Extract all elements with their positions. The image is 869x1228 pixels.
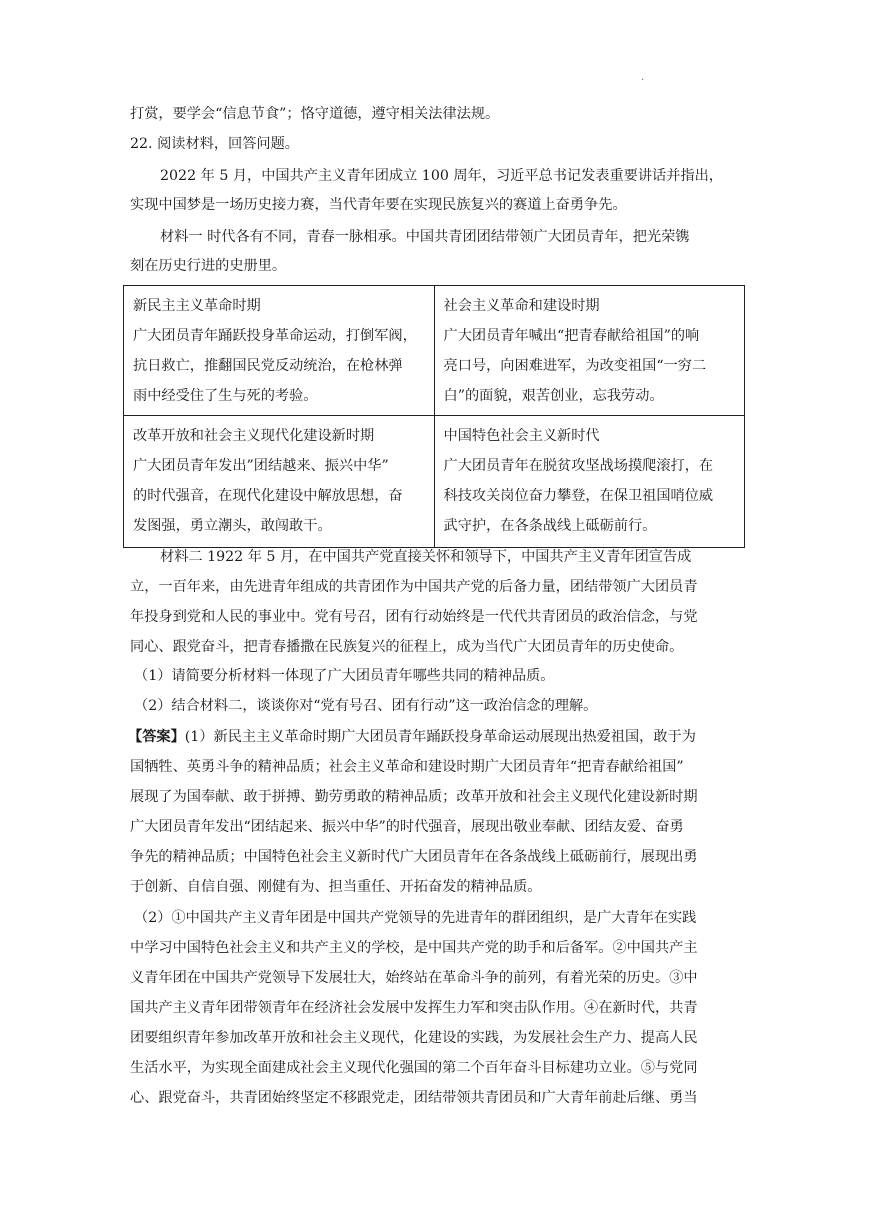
cell-text: 亮口号，向困难进军，为改变祖国“一穷二	[443, 358, 707, 374]
page-marker: .	[641, 72, 645, 83]
material1-line-1: 材料一 时代各有不同，青春一脉相承。中国共青团团结带领广大团员青年，把光荣镌	[160, 229, 690, 245]
material2-line-4: 同心、跟党奋斗，把青春播撒在民族复兴的征程上，成为当代广大团员青年的历史使命。	[130, 639, 684, 655]
material2-line-1: 材料二 1922 年 5 月，在中国共产党直接关怀和领导下，中国共产主义青年团宣告成	[160, 549, 692, 565]
answer-2-line-6: 生活水平，为实现全面建成社会主义现代化强国的第二个百年奋斗目标建功立业。⑤与党同	[130, 1060, 698, 1076]
intro-line-1: 2022 年 5 月，中国共产主义青年团成立 100 周年，习近平总书记发表重要讲话并指出，	[160, 168, 723, 184]
cell-text: 的时代强音，在现代化建设中解放思想，奋	[133, 488, 403, 504]
cell-text: 发图强，勇立潮头，敢闯敢干。	[133, 518, 332, 534]
cell-title: 中国特色社会主义新时代	[443, 428, 600, 444]
answer-2-line-2: 中学习中国特色社会主义和共产主义的学校，是中国共产党的助手和后备军。②中国共产主	[130, 940, 698, 956]
cell-text: 武守护，在各条战线上砥砺前行。	[443, 518, 657, 534]
answer-1-line-4: 广大团员青年发出“团结起来、振兴中华”的时代强音，展现出敬业奉献、团结友爱、奋勇	[130, 819, 684, 835]
cell-text: 广大团员青年在脱贫攻坚战场摸爬滚打，在	[443, 458, 714, 474]
answer-1-line-1	[128, 727, 696, 747]
material1-line-2: 刻在历史行进的史册里。	[130, 258, 287, 274]
cell-title: 社会主义革命和建设时期	[443, 298, 600, 314]
answer-1-line-3: 展现了为国奉献、敢于拼搏、勤劳勇敢的精神品质；改革开放和社会主义现代化建设新时期	[130, 789, 698, 805]
answer-2-line-4: 国共产主义青年团带领青年在经济社会发展中发挥生力军和突击队作用。④在新时代，共青	[130, 1000, 698, 1016]
table-cell-socialist-construction	[434, 286, 745, 416]
table-cell-new-era	[434, 416, 745, 548]
table-cell-new-democratic	[124, 286, 435, 416]
question-1: （1）请简要分析材料一体现了广大团员青年哪些共同的精神品质。	[134, 668, 555, 684]
cell-text: 广大团员青年喊出“把青春献给祖国”的响	[443, 328, 700, 344]
answer-2-line-3: 义青年团在中国共产党领导下发展壮大，始终站在革命斗争的前列，有着光荣的历史。③中	[130, 970, 698, 986]
material2-line-3: 年投身到党和人民的事业中。党有号召，团有行动始终是一代代共青团员的政治信念，与党	[130, 609, 698, 625]
answer-1-line-2: 国牺牲、英勇斗争的精神品质；社会主义革命和建设时期广大团员青年“把青春献给祖国”	[130, 759, 684, 775]
cell-title: 新民主主义革命时期	[133, 298, 261, 314]
table-cell-reform-opening	[124, 416, 435, 548]
cell-text: 广大团员青年发出”团结越来、振兴中华”	[133, 458, 389, 474]
prev-answer-tail: 打赏，要学会“信息节食”；恪守道德，遵守相关法律法规。	[130, 106, 500, 122]
material1-table	[123, 285, 745, 548]
cell-text: 白”的面貌，艰苦创业，忘我劳动。	[443, 388, 664, 404]
answer-1-line-5: 争先的精神品质；中国特色社会主义新时代广大团员青年在各条战线上砥砺前行，展现出勇	[130, 849, 698, 865]
material2-line-2: 立，一百年来，由先进青年组成的共青团作为中国共产党的后备力量，团结带领广大团员青	[130, 579, 698, 595]
cell-text: 科技攻关岗位奋力攀登，在保卫祖国哨位威	[443, 488, 714, 504]
cell-text: 广大团员青年踊跃投身革命运动，打倒军阀，	[133, 328, 417, 344]
question-heading: 22. 阅读材料，回答问题。	[130, 136, 299, 152]
answer-label: 【答案】	[128, 729, 185, 745]
answer-2-line-1: （2）①中国共产主义青年团是中国共产党领导的先进青年的群团组织，是广大青年在实践	[134, 910, 697, 926]
answer-1-line-6: 于创新、自信自强、刚健有为、担当重任、开拓奋发的精神品质。	[130, 879, 542, 895]
answer-1-text: (1）新民主主义革命时期广大团员青年踊跃投身革命运动展现出热爱祖国，敢于为	[184, 729, 696, 745]
question-2: （2）结合材料二，谈谈你对“党有号召、团有行动”这一政治信念的理解。	[134, 698, 598, 714]
cell-text: 抗日救亡，推翻国民党反动统治，在枪林弹	[133, 358, 403, 374]
cell-text: 雨中经受住了生与死的考验。	[133, 388, 318, 404]
answer-2-line-5: 团要组织青年参加改革开放和社会主义现代，化建设的实践，为发展社会生产力、提高人民	[130, 1030, 698, 1046]
intro-line-2: 实现中国梦是一场历史接力赛，当代青年要在实现民族复兴的赛道上奋勇争先。	[130, 197, 627, 213]
cell-title: 改革开放和社会主义现代化建设新时期	[133, 428, 375, 444]
answer-2-line-7: 心、跟党奋斗，共青团始终坚定不移跟党走，团结带领共青团员和广大青年前赴后继、勇当	[130, 1090, 698, 1106]
